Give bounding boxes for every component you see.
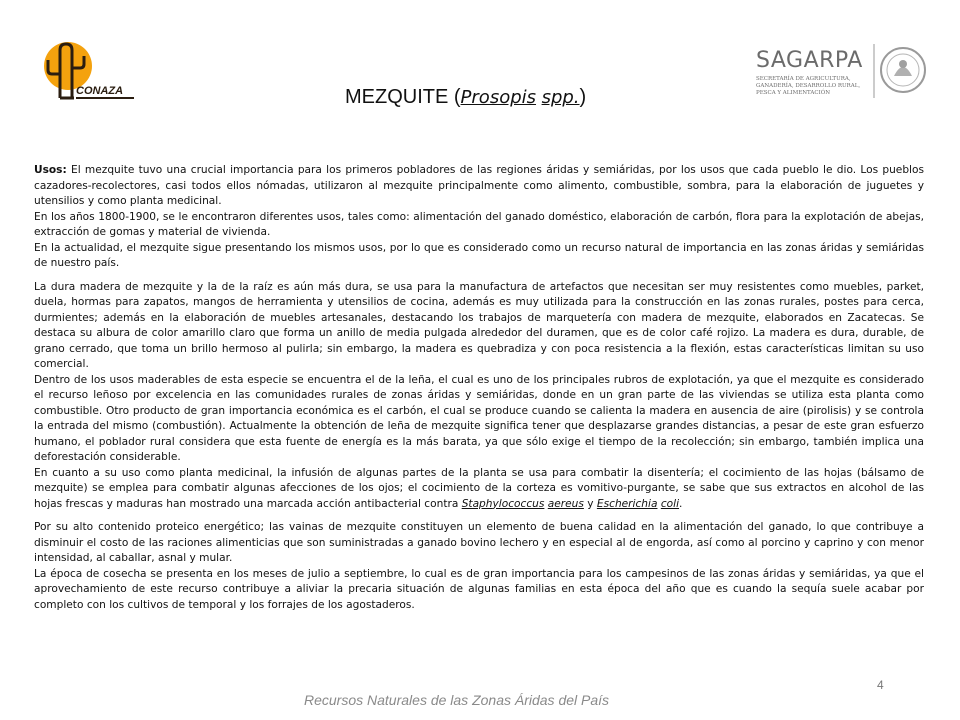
- title-genus: Prosopis: [460, 87, 537, 108]
- paragraph-end: .: [679, 497, 683, 510]
- sagarpa-subtitle-line: SECRETARÍA DE AGRICULTURA,: [756, 76, 851, 82]
- conjunction: y: [583, 497, 597, 510]
- paragraph-text: En cuanto a su uso como planta medicinal, la infusión de algunas partes de la planta se usa para combatir la disentería; el cocimiento de las hojas (bálsamo de mezquite) se emplea para combatir algunas afecciones de los ojos; el cocimiento de la corteza es vomitivo-purgante, se sabe que sus extractos en alcohol de las hojas frescas y maduras han mostrado una marcada acción antibacterial contra: [34, 466, 924, 510]
- title-close: ): [579, 86, 587, 108]
- national-seal-icon: [872, 40, 928, 100]
- page-number: 4: [877, 678, 884, 692]
- page-title: [345, 86, 586, 109]
- paragraph: En los años 1800-1900, se le encontraron diferentes usos, tales como: alimentación del ganado doméstico, elaboración de carbón, flora para la explotación de abejas, extracción de gomas y material de vivienda.: [34, 210, 924, 238]
- paragraph-usos: [34, 163, 924, 210]
- sagarpa-logo: [748, 40, 928, 102]
- conaza-logo: [40, 40, 140, 104]
- paragraph-medicinal: [34, 466, 924, 513]
- paragraph: La época de cosecha se presenta en los meses de julio a septiembre, lo cual es de gran importancia para los campesinos de las zonas áridas y semiáridas, ya que el aprovechamiento de este recurso contribuye a aliviar la precaria situación de algunas familias en esta época del año que es cuando la sequía suele acabar por completo con los cultivos de temporal y los forrajes de los agostaderos.: [34, 567, 924, 611]
- paragraph: En la actualidad, el mezquite sigue presentando los mismos usos, por lo que es considerado como un recurso natural de importancia en las zonas áridas y semiáridas de nuestro país.: [34, 241, 924, 269]
- paragraph: Dentro de los usos maderables de esta especie se encuentra el de la leña, el cual es uno de los principales rubros de explotación, ya que el mezquite es considerado el recurso leñoso por excelencia en las comunidades rurales de zonas áridas y semiáridas, donde en un gran parte de las viviendas se utiliza esta planta como combustible. Otro producto de gran importancia económica es el carbón, el cual se produce cuando se calienta la madera en ausencia de aire (pirolisis) y se controla la entrada del mismo (combustión). Actualmente la obtención de leña de mezquite significa tener que desplazarse grandes distancias, a pesar de este gran esfuerzo humano, el poblador rural considera que esta fuente de energía es la más barata, ya que sólo exige el tiempo de la recolección; sin embargo, también implica una deforestación considerable.: [34, 373, 924, 463]
- cactus-logo-icon: [40, 40, 140, 104]
- title-species: spp.: [541, 87, 580, 108]
- species-name: aereus: [547, 497, 584, 510]
- title-main: MEZQUITE (: [345, 86, 461, 108]
- species-name: Escherichia: [596, 497, 658, 510]
- usos-text: El mezquite tuvo una crucial importancia para los primeros pobladores de las regiones áridas y semiáridas, por los usos que cada pueblo le dio. Los pueblos cazadores-recolectores, casi todos ellos nómadas, utilizaron al mezquite principalmente como alimento, combustible, sombra, para la elaboración de juguetes y utensilios y como planta medicinal.: [34, 164, 924, 207]
- paragraph: La dura madera de mezquite y la de la raíz es aún más dura, se usa para la manufactura de artefactos que necesitan ser muy resistentes como muebles, parket, duela, hormas para zapatos, mangos de herramienta y utensilios de cocina, además es muy utilizada para la construcción en las zonas rurales, postes para cerca, durmientes; además en la elaboración de muebles artesanales, destacando los trabajos de marquetería con madera de mezquite, elaborados en Zacatecas. Se destaca su albura de color amarillo claro que forma un anillo de media pulgada alrededor del duramen, que es de color café rojizo. La madera es dura, durable, de grano cerrado, que toma un brillo hermoso al pulirla; sin embargo, la madera es quebradiza y con poca resistencia a la flexión, estas características limitan su uso comercial.: [34, 280, 924, 370]
- sagarpa-subtitle: [756, 76, 866, 97]
- sagarpa-subtitle-line: GANADERÍA, DESARROLLO RURAL,: [756, 83, 861, 89]
- species-name: coli: [660, 497, 680, 510]
- usos-label: Usos:: [34, 164, 67, 176]
- species-name: Staphylococcus: [461, 497, 545, 510]
- conaza-logo-text: CONAZA: [76, 85, 124, 97]
- sagarpa-subtitle-line: PESCA Y ALIMENTACIÓN: [756, 90, 831, 96]
- sagarpa-name: SAGARPA: [756, 48, 863, 73]
- paragraph: Por su alto contenido proteico energético; las vainas de mezquite constituyen un elemento de buena calidad en la alimentación del ganado, lo que contribuye a disminuir el costo de las raciones alimenticias que son suministradas a ganado bovino lechero y en especial al de engorda, así como al porcino y caprino y con menor intensidad, al caballar, asnal y mular.: [34, 521, 924, 564]
- document-body: [34, 163, 924, 613]
- footer-text: Recursos Naturales de las Zonas Áridas del País: [304, 692, 610, 708]
